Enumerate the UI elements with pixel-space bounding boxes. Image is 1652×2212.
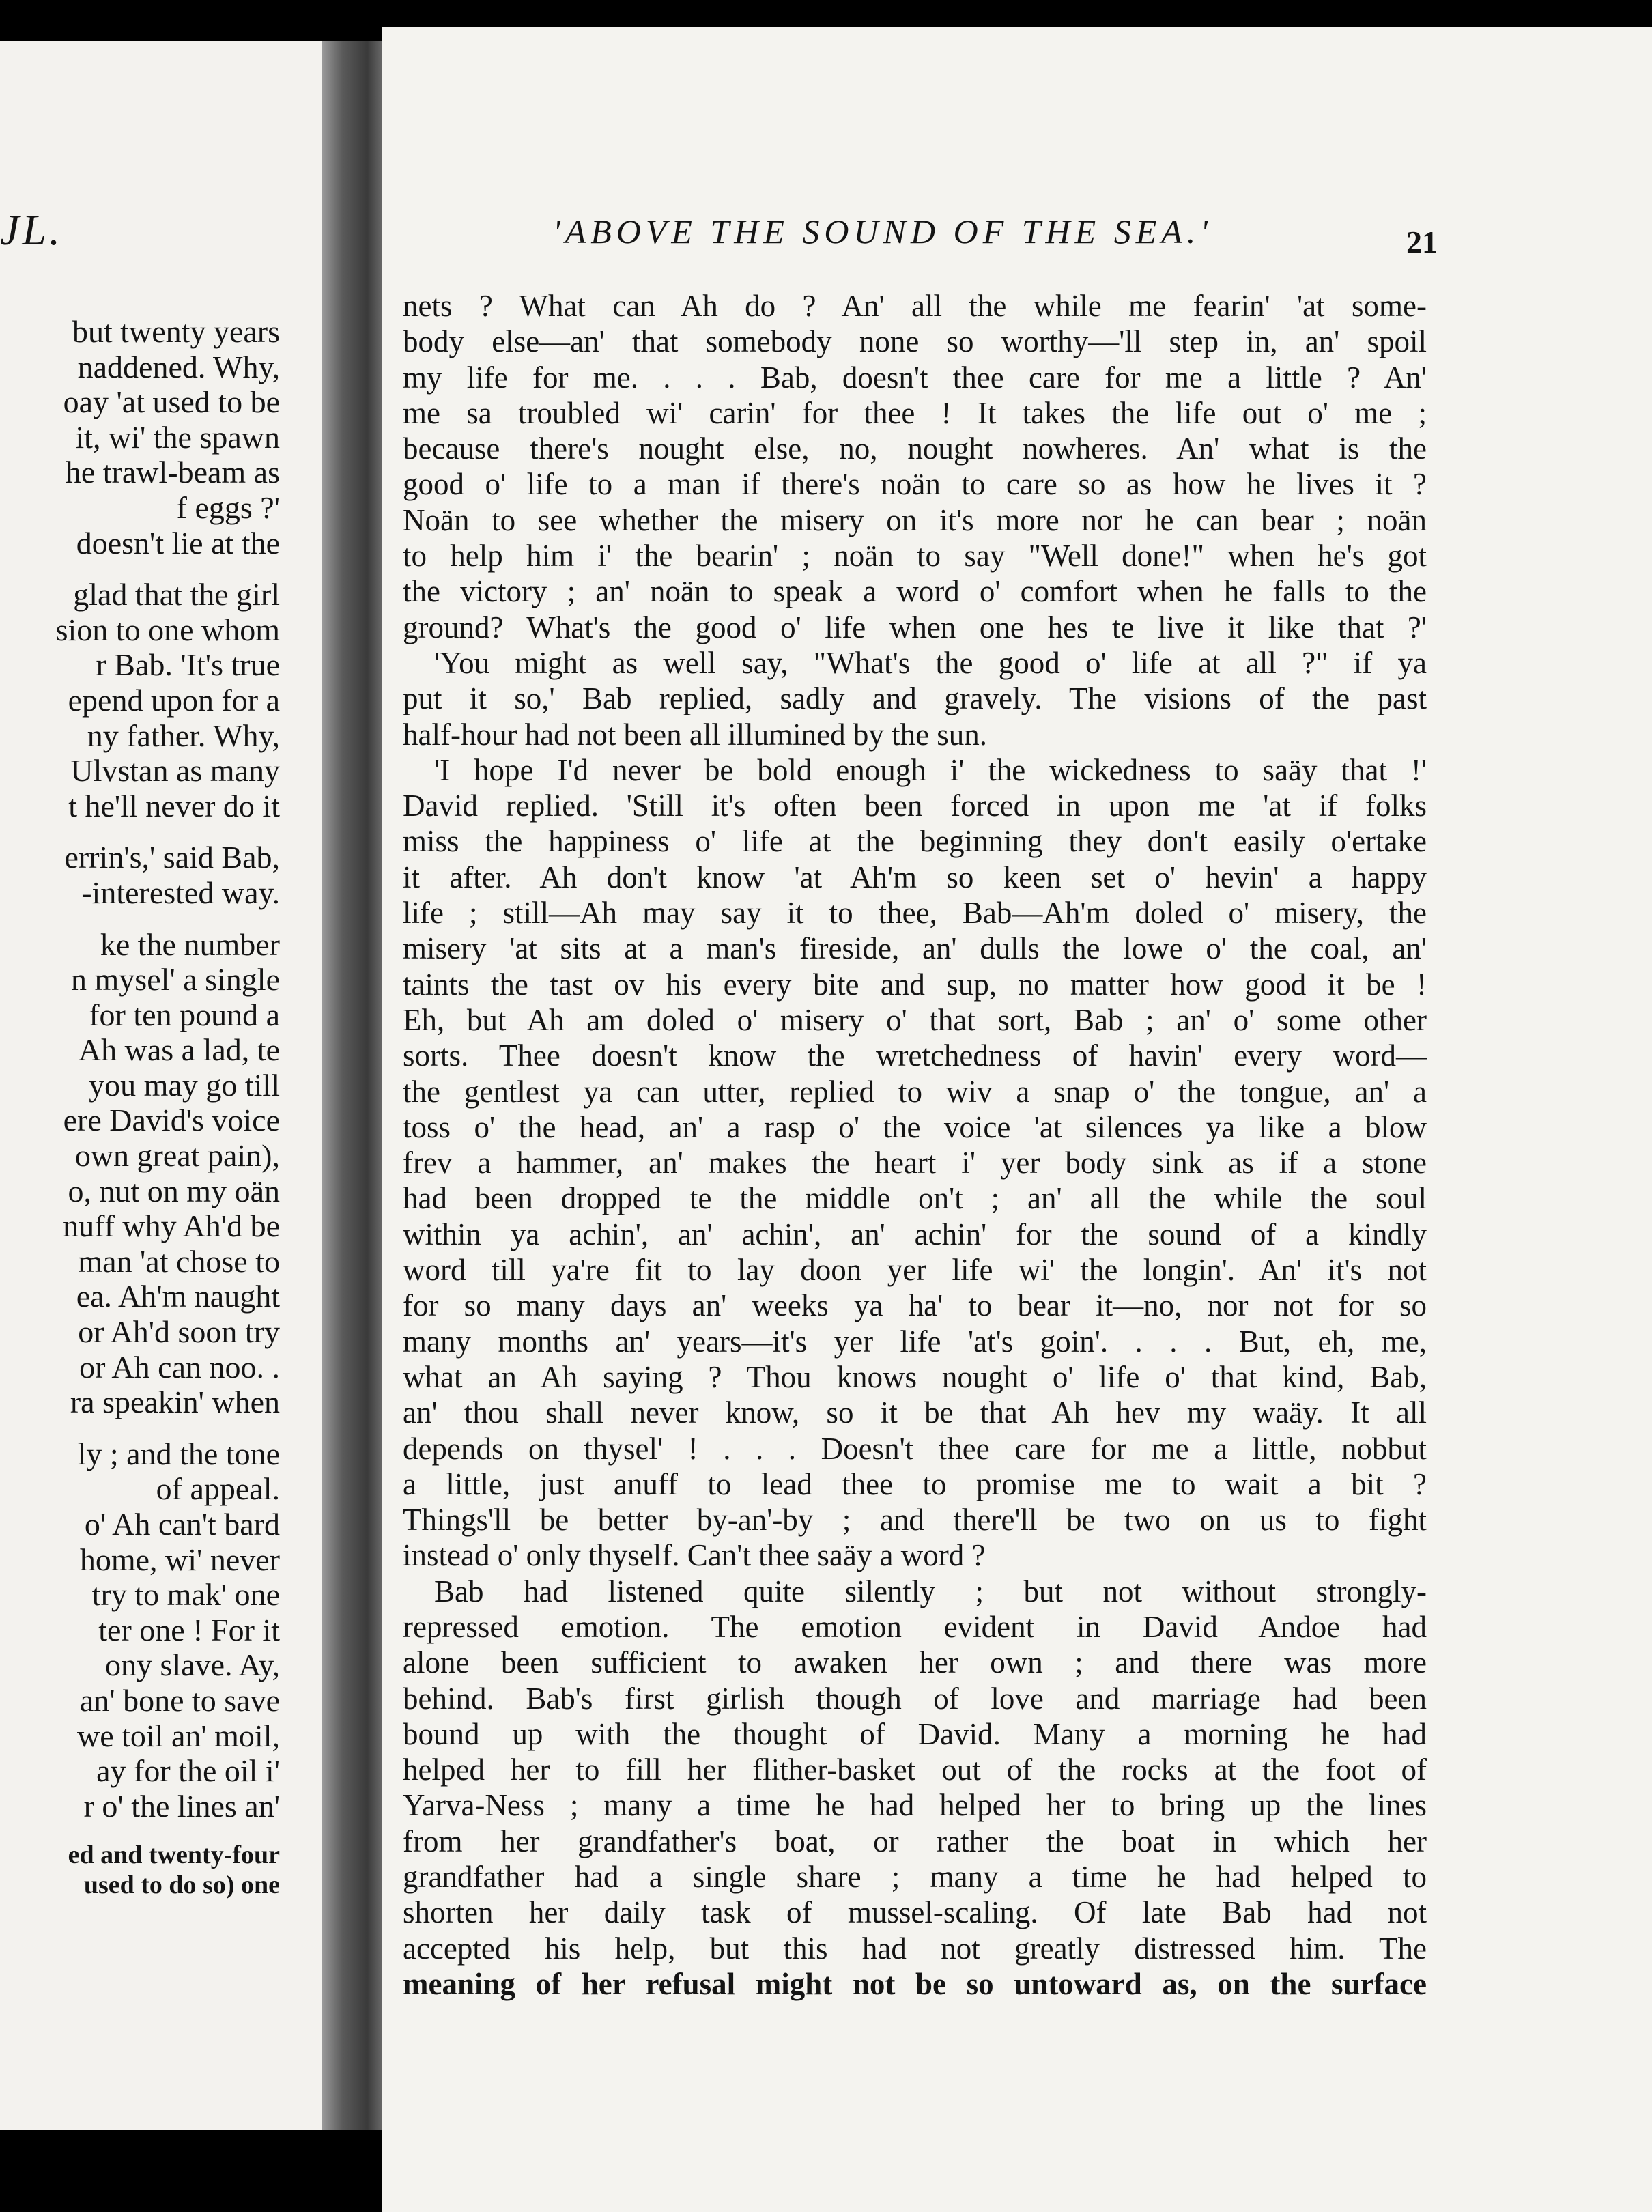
text-line: sorts. Thee doesn't know the wretchedness of havin' every word— [403, 1038, 1427, 1073]
text-line: what an Ah saying ? Thou knows nought o' life o' that kind, Bab, [403, 1359, 1427, 1394]
text-line: body else—an' that somebody none so worthy—'ll step in, an' spoil [403, 324, 1427, 359]
left-line: o' Ah can't bard [84, 1507, 280, 1542]
left-line: naddened. Why, [77, 349, 280, 384]
text-line: to help him i' the bearin' ; noän to say "Well done!" when he's got [403, 539, 1427, 573]
left-footnote-line: used to do so) one [83, 1871, 280, 1900]
text-line: Things'll be better by-an'-by ; and there'll be two on us to fight [403, 1503, 1427, 1537]
text-line: for so many days an' weeks ya ha' to bear it—no, nor not for so [403, 1288, 1427, 1323]
left-line: own great pain), [74, 1138, 280, 1174]
left-line: we toil an' moil, [76, 1718, 280, 1753]
left-line: for ten pound a [89, 997, 280, 1032]
text-line: from her grandfather's boat, or rather the boat in which her [403, 1824, 1427, 1858]
text-line: taints the tast ov his every bite and sup, no matter how good it be ! [403, 967, 1427, 1002]
left-line: it, wi' the spawn [75, 419, 280, 455]
text-line: meaning of her refusal might not be so untoward as, on the surface [403, 1966, 1427, 2001]
text-line: an' thou shall never know, so it be that Ah hev my waäy. It all [403, 1395, 1427, 1430]
body-text [403, 288, 1427, 2002]
left-line: ony slave. Ay, [105, 1647, 280, 1683]
text-line: many months an' years—it's yer life 'at's goin'. . . . But, eh, me, [403, 1324, 1427, 1359]
text-line: 'I hope I'd never be bold enough i' the wickedness to saäy that !' [434, 752, 1427, 787]
left-line: ter one ! For it [98, 1612, 280, 1647]
left-page-text [0, 314, 280, 1900]
text-line: instead o' only thyself. Can't thee saäy a word ? [403, 1538, 986, 1573]
running-head: 'ABOVE THE SOUND OF THE SEA.' [553, 212, 1212, 251]
left-line: you may go till [89, 1067, 280, 1103]
left-line: o, nut on my oän [68, 1173, 280, 1208]
text-line: helped her to fill her flither-basket out of the rocks at the foot of [403, 1753, 1427, 1787]
left-line: f eggs ?' [176, 490, 280, 525]
text-line: put it so,' Bab replied, sadly and gravely. The visions of the past [403, 681, 1427, 716]
left-line: errin's,' said Bab, [64, 840, 280, 875]
text-line: my life for me. . . . Bab, doesn't thee care for me a little ? An' [403, 360, 1427, 395]
left-line: epend upon for a [68, 682, 280, 718]
left-line: nuff why Ah'd be [63, 1208, 280, 1244]
text-line: the gentlest ya can utter, replied to wiv a snap o' the tongue, an' a [403, 1074, 1427, 1109]
text-line: Noän to see whether the misery on it's more nor he can bear ; noän [403, 502, 1427, 537]
left-page [0, 41, 322, 2130]
text-line: behind. Bab's first girlish though of love and marriage had been [403, 1681, 1427, 1716]
left-line: an' bone to save [79, 1682, 280, 1718]
text-line: nets ? What can Ah do ? An' all the while me fearin' 'at some- [403, 289, 1427, 323]
text-line: accepted his help, but this had not greatly distressed him. The [403, 1931, 1427, 1966]
left-paragraph-gap [0, 911, 280, 927]
text-line: it after. Ah don't know 'at Ah'm so keen set o' hevin' a happy [403, 860, 1427, 894]
text-line: Eh, but Ah am doled o' misery o' that sort, Bab ; an' o' some other [403, 1002, 1427, 1037]
text-line: misery 'at sits at a man's fireside, an' dulls the lowe o' the coal, an' [403, 931, 1427, 966]
text-line: half-hour had not been all illumined by the sun. [403, 717, 988, 752]
left-running-head-fragment: JL. [0, 205, 63, 254]
text-line: word till ya're fit to lay doon yer life wi' the longin'. An' it's not [403, 1253, 1427, 1288]
left-line: t he'll never do it [68, 788, 280, 823]
left-line: doesn't lie at the [76, 525, 280, 561]
left-line: he trawl-beam as [65, 455, 280, 490]
left-line: sion to one whom [55, 612, 280, 647]
text-line: bound up with the thought of David. Many a morning he had [403, 1716, 1427, 1751]
text-line: depends on thysel' ! . . . Doesn't thee care for me a little, nobbut [403, 1431, 1427, 1466]
left-line: or Ah'd soon try [78, 1314, 280, 1350]
text-line: alone been sufficient to awaken her own ; and there was more [403, 1645, 1427, 1680]
page-number: 21 [1406, 225, 1438, 259]
text-line: because there's nought else, no, nought nowheres. An' what is the [403, 431, 1427, 466]
text-line: had been dropped te the middle on't ; an' all the while the soul [403, 1181, 1427, 1216]
left-paragraph-gap [0, 1420, 280, 1436]
left-line: ly ; and the tone [77, 1436, 280, 1471]
left-paragraph-gap [0, 823, 280, 840]
text-line: Yarva-Ness ; many a time he had helped her to bring up the lines [403, 1788, 1427, 1823]
left-line: oay 'at used to be [63, 384, 280, 420]
left-paragraph-gap [0, 1824, 280, 1840]
text-line: repressed emotion. The emotion evident in David Andoe had [403, 1609, 1427, 1644]
left-line: r Bab. 'It's true [96, 647, 280, 683]
text-line: life ; still—Ah may say it to thee, Bab—Ah'm doled o' misery, the [403, 896, 1427, 931]
left-line: ay for the oil i' [96, 1753, 280, 1789]
left-line: ra speakin' when [70, 1385, 280, 1420]
text-line: Bab had listened quite silently ; but not without strongly- [434, 1574, 1427, 1608]
text-line: a little, just anuff to lead thee to promise me to wait a bit ? [403, 1466, 1427, 1501]
left-line: of appeal. [156, 1471, 280, 1507]
text-line: good o' life to a man if there's noän to care so as how he lives it ? [403, 467, 1427, 502]
left-line: try to mak' one [91, 1577, 280, 1613]
left-line: Ulvstan as many [70, 753, 280, 789]
text-line: grandfather had a single share ; many a time he had helped to [403, 1860, 1427, 1895]
left-line: ea. Ah'm naught [76, 1279, 280, 1314]
left-line: glad that the girl [73, 577, 280, 612]
left-line: r o' the lines an' [83, 1788, 280, 1824]
left-line: man 'at chose to [78, 1243, 280, 1279]
right-page [382, 27, 1652, 2212]
text-line: 'You might as well say, "What's the good o' life at all ?" if ya [434, 645, 1427, 680]
text-line: frev a hammer, an' makes the heart i' yer body sink as if a stone [403, 1146, 1427, 1180]
text-line: ground? What's the good o' life when one hes te live it like that ?' [403, 610, 1427, 644]
text-line: shorten her daily task of mussel-scaling. Of late Bab had not [403, 1895, 1427, 1930]
text-line: me sa troubled wi' carin' for thee ! It takes the life out o' me ; [403, 395, 1427, 430]
left-line: -interested way. [81, 875, 280, 910]
text-line: miss the happiness o' life at the beginning they don't easily o'ertake [403, 824, 1427, 859]
left-line: home, wi' never [79, 1542, 280, 1577]
left-line: n mysel' a single [71, 962, 280, 997]
left-footnote-line: ed and twenty-four [68, 1841, 280, 1870]
text-line: the victory ; an' noän to speak a word o' comfort when he falls to the [403, 574, 1427, 609]
text-line: David replied. 'Still it's often been forced in upon me 'at if folks [403, 789, 1427, 823]
text-line: toss o' the head, an' a rasp o' the voice 'at silences ya like a blow [403, 1109, 1427, 1144]
left-line: ny father. Why, [87, 718, 280, 753]
left-line: ke the number [100, 926, 280, 962]
left-line: ere David's voice [63, 1103, 280, 1138]
left-line: but twenty years [72, 314, 280, 349]
left-line: or Ah can noo. . [79, 1349, 280, 1385]
left-line: Ah was a lad, te [78, 1032, 280, 1068]
left-paragraph-gap [0, 561, 280, 577]
text-line: within ya achin', an' achin', an' achin' for the sound of a kindly [403, 1217, 1427, 1251]
